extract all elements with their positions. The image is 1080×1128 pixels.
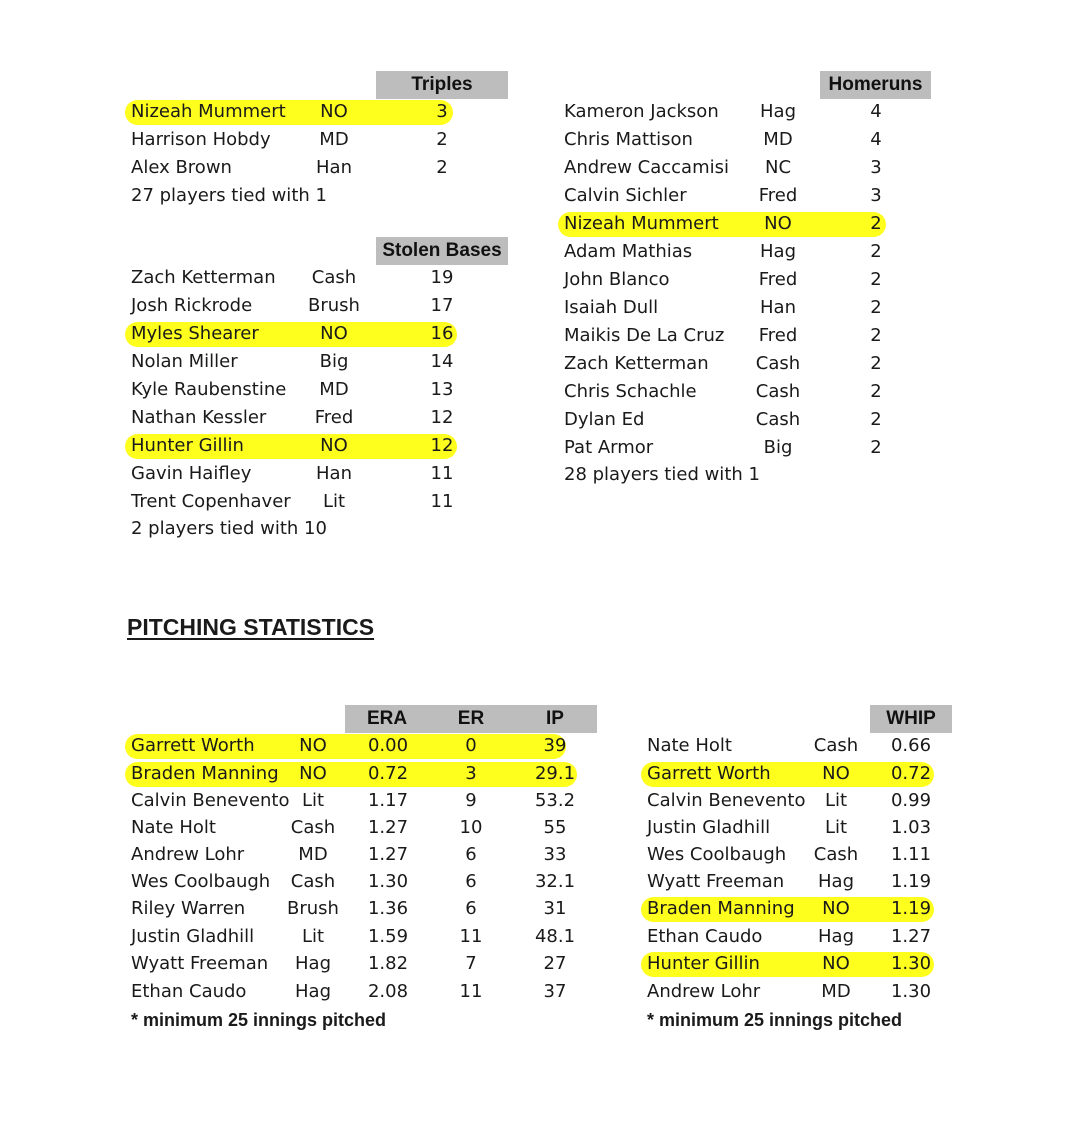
homeruns-header: Homeruns bbox=[820, 71, 931, 99]
player-name: Braden Manning bbox=[647, 898, 795, 919]
player-name: Gavin Haifley bbox=[131, 463, 252, 484]
stat-value: 11 bbox=[430, 463, 454, 484]
er-value: 6 bbox=[465, 898, 477, 919]
team: Brush bbox=[308, 295, 360, 316]
team: Cash bbox=[311, 267, 357, 288]
player-name: Zach Ketterman bbox=[131, 267, 276, 288]
team: MD bbox=[821, 981, 851, 1002]
player-name: Kyle Raubenstine bbox=[131, 379, 287, 400]
player-name: Maikis De La Cruz bbox=[564, 325, 725, 346]
stat-value: 3 bbox=[870, 157, 882, 178]
team: NO bbox=[764, 213, 792, 234]
team: Fred bbox=[314, 407, 354, 428]
stat-value: 2 bbox=[436, 129, 448, 150]
ip-value: 55 bbox=[543, 817, 567, 838]
player-name: Trent Copenhaver bbox=[131, 491, 291, 512]
player-name: Nate Holt bbox=[131, 817, 216, 838]
team: Han bbox=[316, 157, 352, 178]
stat-value: 2 bbox=[436, 157, 448, 178]
team: NO bbox=[320, 435, 348, 456]
ip-value: 31 bbox=[543, 898, 567, 919]
player-name: Ethan Caudo bbox=[647, 926, 763, 947]
stat-value: 2 bbox=[870, 353, 882, 374]
player-name: Nizeah Mummert bbox=[131, 101, 286, 122]
player-name: Wes Coolbaugh bbox=[647, 844, 787, 865]
team: Big bbox=[319, 351, 349, 372]
player-name: Justin Gladhill bbox=[131, 926, 255, 947]
whip-value: 0.66 bbox=[890, 735, 932, 756]
ip-value: 53.2 bbox=[534, 790, 576, 811]
stat-value: 2 bbox=[870, 437, 882, 458]
whip-header: WHIP bbox=[870, 705, 952, 733]
player-name: Calvin Benevento bbox=[131, 790, 290, 811]
team: NO bbox=[320, 101, 348, 122]
player-name: Kameron Jackson bbox=[564, 101, 719, 122]
player-name: Andrew Lohr bbox=[131, 844, 245, 865]
team: Cash bbox=[290, 817, 336, 838]
player-name: John Blanco bbox=[564, 269, 670, 290]
team: Hag bbox=[295, 981, 331, 1002]
team: NO bbox=[320, 323, 348, 344]
player-name: Riley Warren bbox=[131, 898, 246, 919]
team: Han bbox=[316, 463, 352, 484]
stat-value: 2 bbox=[870, 325, 882, 346]
stat-value: 2 bbox=[870, 297, 882, 318]
stat-value: 3 bbox=[870, 185, 882, 206]
player-name: Wyatt Freeman bbox=[647, 871, 785, 892]
er-header: ER bbox=[429, 705, 513, 733]
stat-value: 3 bbox=[436, 101, 448, 122]
team: MD bbox=[319, 129, 349, 150]
team: Lit bbox=[824, 817, 848, 838]
team: MD bbox=[298, 844, 328, 865]
stat-value: 12 bbox=[430, 407, 454, 428]
er-value: 7 bbox=[465, 953, 477, 974]
team: NO bbox=[822, 953, 850, 974]
whip-value: 1.03 bbox=[890, 817, 932, 838]
team: NO bbox=[822, 898, 850, 919]
team: Cash bbox=[755, 381, 801, 402]
era-value: 1.17 bbox=[367, 790, 409, 811]
player-name: Garrett Worth bbox=[131, 735, 255, 756]
player-name: Calvin Sichler bbox=[564, 185, 687, 206]
stat-value: 4 bbox=[870, 101, 882, 122]
team: Hag bbox=[295, 953, 331, 974]
team: Hag bbox=[818, 926, 854, 947]
ip-value: 39 bbox=[543, 735, 567, 756]
player-name: Hunter Gillin bbox=[647, 953, 760, 974]
tied-note: 28 players tied with 1 bbox=[564, 464, 760, 485]
stolen-bases-header: Stolen Bases bbox=[376, 237, 508, 265]
whip-value: 1.30 bbox=[890, 953, 932, 974]
stat-value: 4 bbox=[870, 129, 882, 150]
era-header: ERA bbox=[345, 705, 429, 733]
er-value: 6 bbox=[465, 871, 477, 892]
stat-value: 14 bbox=[430, 351, 454, 372]
player-name: Adam Mathias bbox=[564, 241, 693, 262]
team: NC bbox=[764, 157, 792, 178]
player-name: Wes Coolbaugh bbox=[131, 871, 271, 892]
team: Han bbox=[760, 297, 796, 318]
tied-note: 27 players tied with 1 bbox=[131, 185, 327, 206]
team: Hag bbox=[760, 241, 796, 262]
er-value: 11 bbox=[459, 926, 483, 947]
triples-header: Triples bbox=[376, 71, 508, 99]
era-value: 2.08 bbox=[367, 981, 409, 1002]
er-value: 3 bbox=[465, 763, 477, 784]
team: Lit bbox=[301, 926, 325, 947]
er-value: 11 bbox=[459, 981, 483, 1002]
section-title: PITCHING STATISTICS bbox=[127, 614, 375, 640]
era-value: 1.36 bbox=[367, 898, 409, 919]
team: Lit bbox=[824, 790, 848, 811]
era-value: 1.27 bbox=[367, 817, 409, 838]
ip-value: 33 bbox=[543, 844, 567, 865]
team: MD bbox=[319, 379, 349, 400]
team: Cash bbox=[813, 844, 859, 865]
player-name: Wyatt Freeman bbox=[131, 953, 269, 974]
er-value: 6 bbox=[465, 844, 477, 865]
whip-value: 1.30 bbox=[890, 981, 932, 1002]
whip-value: 1.27 bbox=[890, 926, 932, 947]
era-value: 1.27 bbox=[367, 844, 409, 865]
player-name: Josh Rickrode bbox=[131, 295, 253, 316]
whip-footnote: * minimum 25 innings pitched bbox=[647, 1010, 903, 1030]
team: Cash bbox=[290, 871, 336, 892]
player-name: Garrett Worth bbox=[647, 763, 771, 784]
tied-note: 2 players tied with 10 bbox=[131, 518, 327, 539]
player-name: Chris Schachle bbox=[564, 381, 697, 402]
whip-value: 0.99 bbox=[890, 790, 932, 811]
team: Hag bbox=[818, 871, 854, 892]
stat-value: 16 bbox=[430, 323, 454, 344]
player-name: Nolan Miller bbox=[131, 351, 238, 372]
player-name: Chris Mattison bbox=[564, 129, 693, 150]
stat-value: 2 bbox=[870, 381, 882, 402]
ip-value: 37 bbox=[543, 981, 567, 1002]
player-name: Dylan Ed bbox=[564, 409, 645, 430]
player-name: Nizeah Mummert bbox=[564, 213, 719, 234]
player-name: Andrew Lohr bbox=[647, 981, 761, 1002]
player-name: Andrew Caccamisi bbox=[564, 157, 730, 178]
player-name: Nathan Kessler bbox=[131, 407, 267, 428]
player-name: Alex Brown bbox=[131, 157, 232, 178]
stat-value: 13 bbox=[430, 379, 454, 400]
stat-value: 2 bbox=[870, 269, 882, 290]
team: Fred bbox=[758, 325, 798, 346]
team: Cash bbox=[755, 409, 801, 430]
ip-value: 48.1 bbox=[534, 926, 576, 947]
player-name: Ethan Caudo bbox=[131, 981, 247, 1002]
era-value: 1.59 bbox=[367, 926, 409, 947]
team: Lit bbox=[322, 491, 346, 512]
stat-value: 17 bbox=[430, 295, 454, 316]
era-value: 0.72 bbox=[367, 763, 409, 784]
player-name: Justin Gladhill bbox=[647, 817, 771, 838]
player-name: Myles Shearer bbox=[131, 323, 259, 344]
ip-header: IP bbox=[513, 705, 597, 733]
player-name: Harrison Hobdy bbox=[131, 129, 271, 150]
whip-value: 0.72 bbox=[890, 763, 932, 784]
player-name: Zach Ketterman bbox=[564, 353, 709, 374]
player-name: Hunter Gillin bbox=[131, 435, 244, 456]
whip-value: 1.19 bbox=[890, 898, 932, 919]
whip-value: 1.19 bbox=[890, 871, 932, 892]
player-name: Nate Holt bbox=[647, 735, 732, 756]
team: Cash bbox=[755, 353, 801, 374]
stat-value: 2 bbox=[870, 213, 882, 234]
team: MD bbox=[763, 129, 793, 150]
player-name: Calvin Benevento bbox=[647, 790, 806, 811]
er-value: 9 bbox=[465, 790, 477, 811]
ip-value: 32.1 bbox=[534, 871, 576, 892]
stat-value: 19 bbox=[430, 267, 454, 288]
stat-value: 2 bbox=[870, 241, 882, 262]
player-name: Isaiah Dull bbox=[564, 297, 659, 318]
team: Fred bbox=[758, 269, 798, 290]
team: Lit bbox=[301, 790, 325, 811]
player-name: Braden Manning bbox=[131, 763, 279, 784]
team: Hag bbox=[760, 101, 796, 122]
player-name: Pat Armor bbox=[564, 437, 654, 458]
team: Brush bbox=[287, 898, 339, 919]
era-value: 1.82 bbox=[367, 953, 409, 974]
ip-value: 27 bbox=[543, 953, 567, 974]
ip-value: 29.1 bbox=[534, 763, 576, 784]
team: Cash bbox=[813, 735, 859, 756]
era-footnote: * minimum 25 innings pitched bbox=[131, 1010, 387, 1030]
team: Fred bbox=[758, 185, 798, 206]
team: NO bbox=[299, 763, 327, 784]
er-value: 0 bbox=[465, 735, 477, 756]
team: NO bbox=[299, 735, 327, 756]
era-value: 0.00 bbox=[367, 735, 409, 756]
stat-value: 2 bbox=[870, 409, 882, 430]
team: Big bbox=[763, 437, 793, 458]
stat-value: 12 bbox=[430, 435, 454, 456]
era-value: 1.30 bbox=[367, 871, 409, 892]
team: NO bbox=[822, 763, 850, 784]
stat-value: 11 bbox=[430, 491, 454, 512]
er-value: 10 bbox=[459, 817, 483, 838]
whip-value: 1.11 bbox=[890, 844, 932, 865]
